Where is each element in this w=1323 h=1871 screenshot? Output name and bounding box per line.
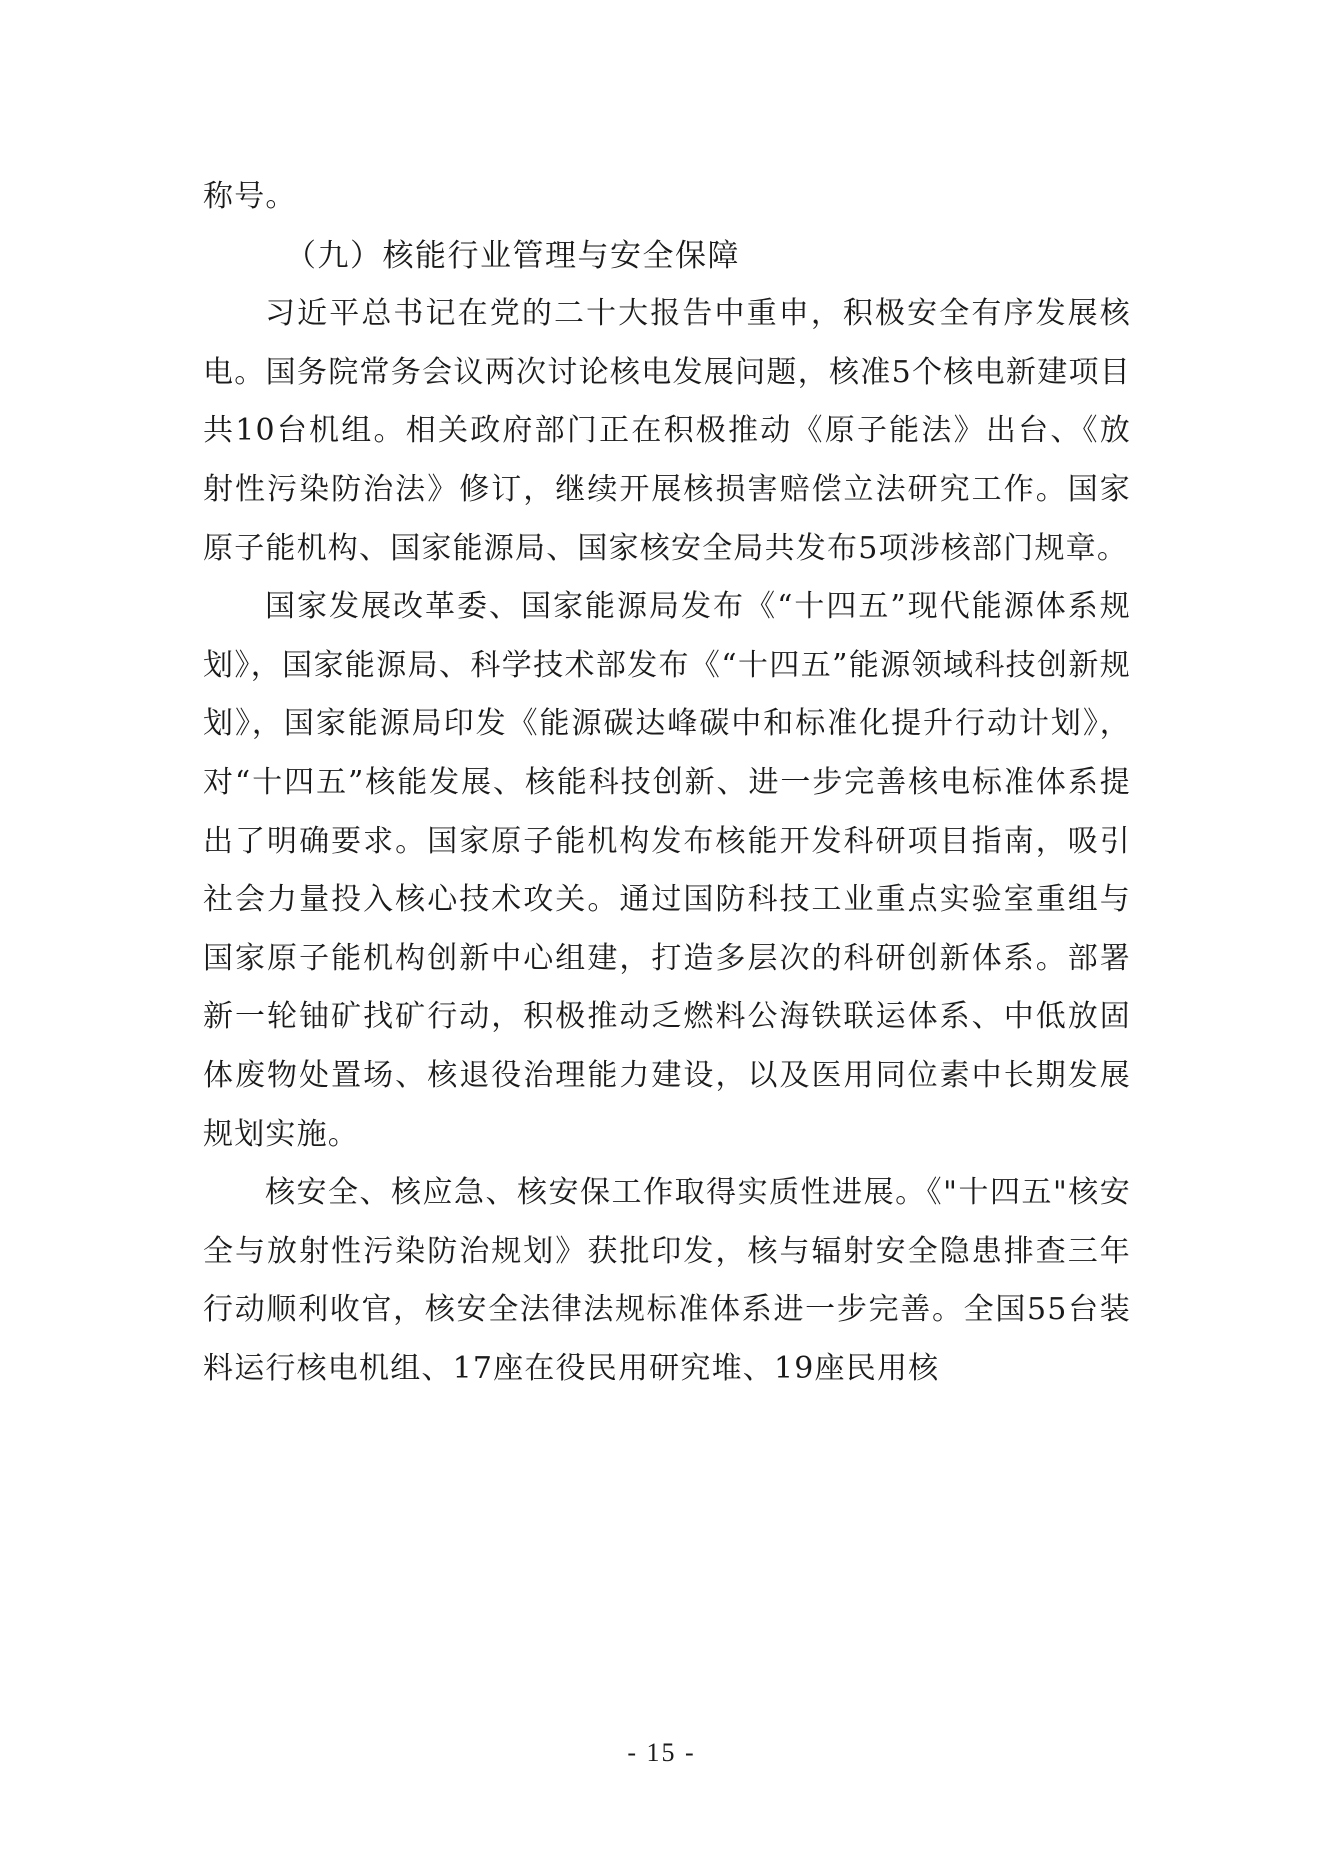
paragraph-continued: 称号。 [203, 179, 297, 214]
paragraph-legislation: 习近平总书记在党的二十大报告中重申，积极安全有序发展核电。国务院常务会议两次讨论核电发展问题，核准5个核电新建项目共10台机组。相关政府部门正在积极推动《原子能法》出台、《放射性污染防治法》修订，继续开展核损害赔偿立法研究工作。国家原子能机构、国家能源局、国家核安全局共发布5项涉核部门规章。 [203, 296, 1131, 566]
document-body [203, 168, 1131, 1398]
paragraph-planning: 国家发展改革委、国家能源局发布《“十四五”现代能源体系规划》，国家能源局、科学技术部发布《“十四五”能源领域科技创新规划》，国家能源局印发《能源碳达峰碳中和标准化提升行动计划》，对“十四五”核能发展、核能科技创新、进一步完善核电标准体系提出了明确要求。国家原子能机构发布核能开发科研项目指南，吸引社会力量投入核心技术攻关。通过国防科技工业重点实验室重组与国家原子能机构创新中心组建，打造多层次的科研创新体系。部署新一轮铀矿找矿行动，积极推动乏燃料公海铁联运体系、中低放固体废物处置场、核退役治理能力建设，以及医用同位素中长期发展规划实施。 [203, 589, 1131, 1152]
section-heading: （九）核能行业管理与安全保障 [285, 237, 740, 274]
page-number: - 15 - [627, 1738, 696, 1767]
paragraph-safety: 核安全、核应急、核安保工作取得实质性进展。《"十四五"核安全与放射性污染防治规划》获批印发，核与辐射安全隐患排查三年行动顺利收官，核安全法律法规标准体系进一步完善。全国55台装料运行核电机组、17座在役民用研究堆、19座民用核 [203, 1175, 1131, 1386]
